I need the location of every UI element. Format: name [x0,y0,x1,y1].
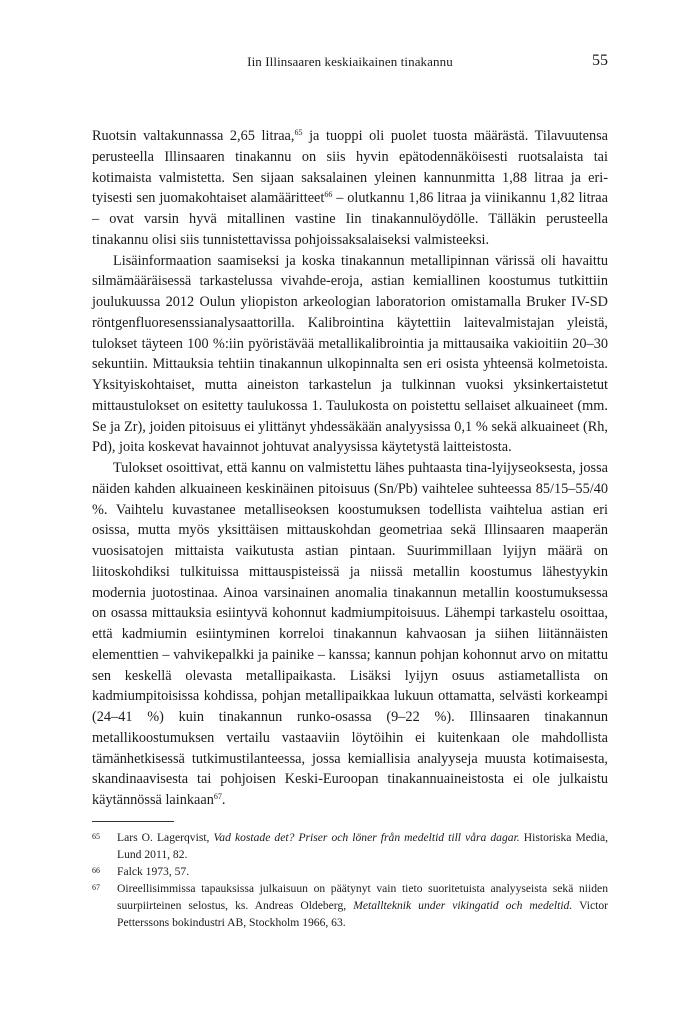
footnote-text: Falck 1973, 57. [117,865,190,878]
footnote-separator [92,821,174,822]
footnote-ref-67[interactable]: 67 [213,792,222,801]
running-title: Iin Illinsaaren keskiaikainen tinakannu [247,54,453,69]
footnote-text: Lars O. Lagerqvist, [117,831,214,844]
footnotes [92,829,608,931]
page-number: 55 [592,52,608,69]
text-run: Tulokset osoittivat, että kannu on valmistettu lähes puhtaasta tina-lyijyseoksesta, jossa näiden kahden alkuaineen keskinäinen pitoisuus (Sn/Pb) vaihtelee suhteessa 85/15–55/40 %. Vaihtelu kuvastanee metalliseoksen koostumuksen todellista vaihtelua astian eri osissa, mutta myös yksittäisen mittauskohdan geometriaa sekä Illinsaaren maaperän vuosisatojen mittaista vaikutusta astian pintaan. Suurimmillaan lyijyn määrä on liitoskohdiksi tulkituissa mittauspisteissä ja niissä metallin koostumus lähestyykin modernia juotostinaa. Ainoa varsinainen anomalia tinakannun metallin koostumuksessa on osassa mittauksia esiintyvä kohonnut kadmiumpitoisuus. Lähempi tarkastelu osoittaa, että kadmiumin esiintyminen korreloi tinakannun kahvaosan ja siihen liitännäisten elementtien – vahvikepalkki ja painike – kanssa; kannun pohjan kohonnut arvo on mitattu sen keskellä olevasta metallipaikasta. Lisäksi lyijyn osuus astiametallista on kadmiumpitoisissa kohdissa, pohjan metallipaikkaa lukuun ottamatta, selvästi korkeampi (24–41 %) kuin tinakannun runko-osassa (9–22 %). Illinsaaren tinakannun metallikoostumuksen vertailu vastaaviin löytöihin ei kuitenkaan ole mahdollista tämänhetkisessä tutkimustilanteessa, jossa kemiallisia analyyseja muusta kotimaisesta, skandinaavisesta tai pohjoisen Keski-Euroopan tinakannuaineistosta ei ole julkaistu käytännössä lainkaan [92,460,608,808]
paragraph-2: Lisäinformaation saamiseksi ja koska tinakannun metallipinnan värissä oli havaittu silmämääräisessä tarkastelussa vivahde-eroja, astian kemiallinen koostumus tutkittiin joulukuussa 2012 Oulun yliopiston arkeologian laboratorion omistamalla Bruker IV-SD röntgenfluoresenssianalysaattorilla. Kalibrointina käytettiin laitevalmistajan yleistä, tulokset täyteen 100 %:iin pyöristävää metallikalibrointia ja mittausaika vakioitiin 20–30 sekuntiin. Mittauksia tehtiin tinakannun ulkopinnalta sen eri osista yhteensä kolmetoista. Yksityiskohtaiset, mutta aineiston tarkastelun ja tulkinnan vuoksi yksinkertaistetut mittaustulokset on esitetty taulukossa 1. Taulukosta on poistettu sellaiset alkuaineet (mm. Se ja Zr), joiden pitoisuus ei ylittänyt yhdessäkään analyysissa 0,1 % sekä alkuaineet (Rh, Pd), joita koskevat havainnot johtuvat analyysissa käytetystä laitteistosta. [92,252,608,456]
text-run: . [221,792,226,808]
body-text [92,126,608,811]
running-head [92,52,608,72]
footnote-number: 66 [92,866,100,875]
text-run: Ruotsin valtakunnassa 2,65 litraa, [92,128,295,144]
footnote-text: Oireellisimmissa tapauksissa julkaisuun on päätynyt vain tieto suoritetuista analyyseista sekä niiden suurpiirteinen selostus, ks. Andreas Oldeberg, [117,882,608,912]
footnote-number: 65 [92,832,100,841]
footnote-text: Historiska Media, Lund 2011, 82. [117,831,608,861]
footnote-66 [92,863,608,880]
paragraph-1 [92,126,608,251]
text-run: – olutkannu 1,86 litraa ja viinikannu 1,82 litraa – ovat varsin hyvä mitallinen vastine Iin tinakannulöydölle. Tälläkin perusteella tinakannu olisi siis tunnistettavissa pohjoissaksalaiseksi valmisteeksi. [92,190,608,248]
footnote-ref-65[interactable]: 65 [294,128,303,137]
paragraph-3 [92,458,608,811]
text-run: ja tuoppi oli puolet tuosta määrästä. Tilavuutensa perusteella Illinsaaren tinakannu on siis hyvin epätodennäköisesti ruotsalaista tai kotimaista valmistetta. Sen sijaan saksalainen yleinen kannunmitta 1,88 litraa ja erityisesti sen juomakohtaiset alamääritteet [92,128,608,207]
footnote-italic-title: Metallteknik under vikingatid och medeltid. [353,899,573,912]
footnote-number: 67 [92,883,100,892]
footnote-italic-title: Vad kostade det? Priser och löner från medeltid till våra dagar. [213,831,520,844]
footnote-67 [92,880,608,931]
footnote-ref-66[interactable]: 66 [324,190,333,200]
footnote-text: Victor Petterssons bokindustri AB, Stockholm 1966, 63. [117,899,608,929]
footnote-65 [92,829,608,863]
